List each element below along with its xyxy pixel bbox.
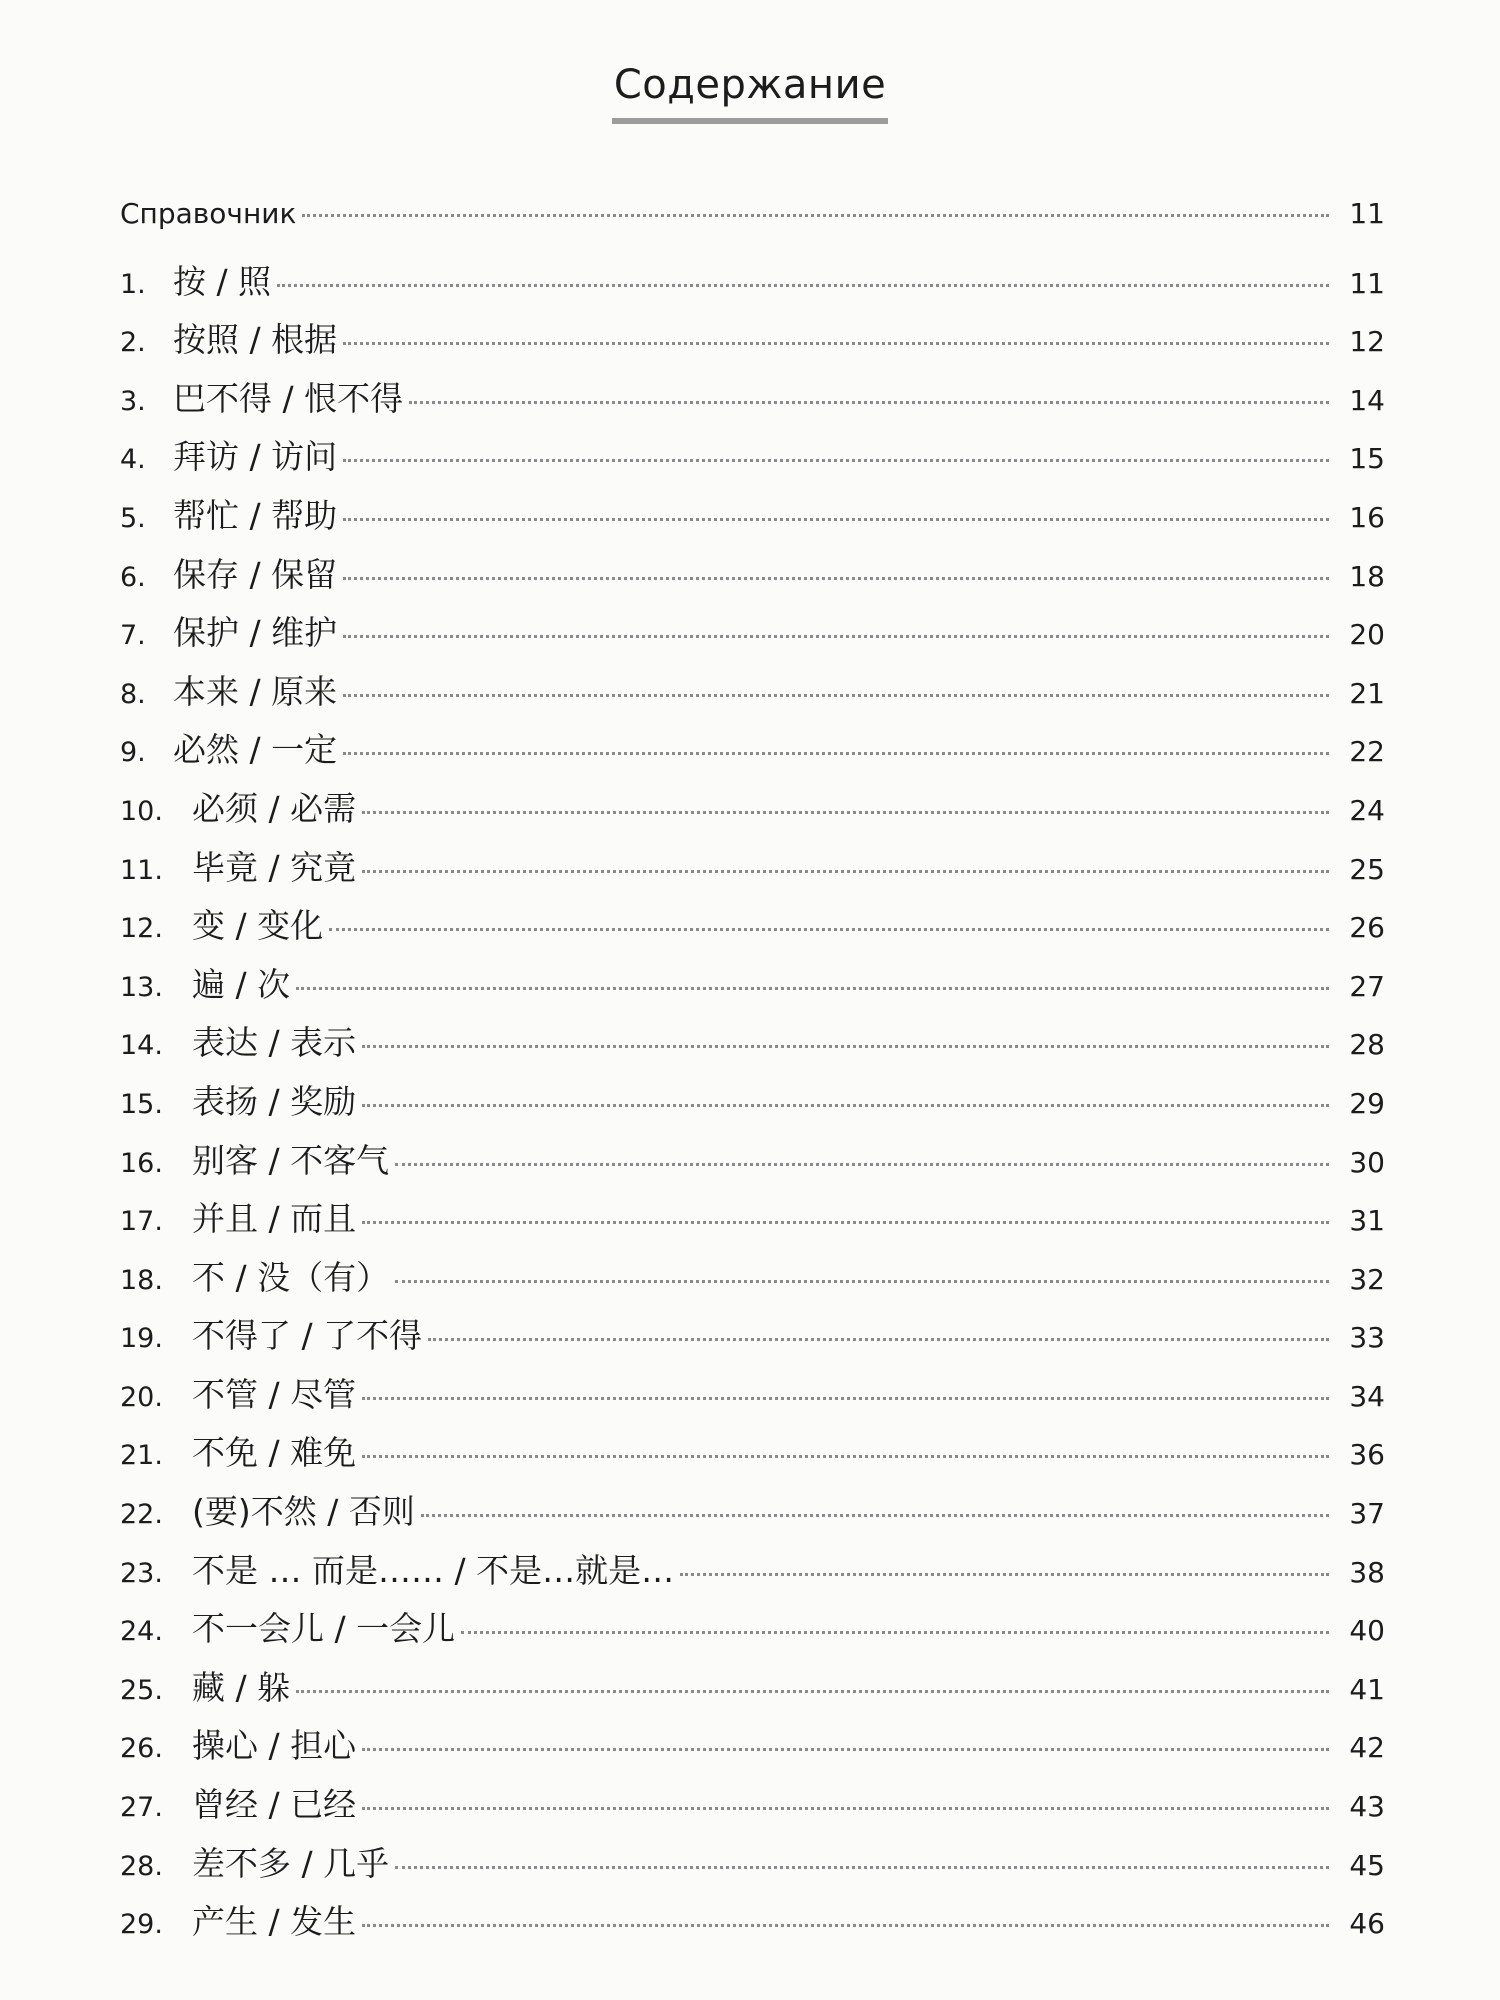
- toc-entry-label: 毕竟 / 究竟: [192, 847, 357, 887]
- toc-entry-number: 3.: [120, 385, 146, 417]
- toc-entry-label: 不 / 没（有）: [192, 1257, 390, 1297]
- dot-leader: [461, 1631, 1329, 1634]
- page-title: Содержание: [612, 62, 888, 124]
- toc-entry: [120, 1076, 1385, 1135]
- toc-entry: [120, 373, 1385, 432]
- toc-entry: [120, 1427, 1385, 1486]
- toc-entry-number: 21.: [120, 1440, 163, 1472]
- toc-entry-page-number: 21: [1349, 676, 1385, 710]
- toc-entry-page-number: 41: [1349, 1672, 1385, 1706]
- toc-entry-page-number: 11: [1349, 197, 1385, 230]
- toc-entry: [120, 842, 1385, 901]
- toc-entry-page-number: 40: [1349, 1614, 1385, 1648]
- toc-entry-number: 15.: [120, 1088, 163, 1120]
- toc-entry: [120, 1486, 1385, 1545]
- toc-entry: [120, 1779, 1385, 1838]
- toc-entry-number: 20.: [120, 1381, 163, 1413]
- toc-entry: [120, 1720, 1385, 1779]
- toc-entry-number: 26.: [120, 1733, 163, 1765]
- dot-leader: [362, 1221, 1329, 1224]
- toc-entry-label: 表达 / 表示: [192, 1023, 357, 1063]
- toc-entry: [120, 490, 1385, 549]
- toc-entry: [120, 1545, 1385, 1604]
- toc-entry-page-number: 36: [1349, 1438, 1385, 1472]
- toc-entry-label: 必须 / 必需: [192, 788, 357, 828]
- dot-leader: [680, 1573, 1329, 1576]
- dot-leader: [362, 1924, 1329, 1927]
- toc-entry-number: 6.: [120, 561, 146, 593]
- toc-entry-number: 28.: [120, 1850, 163, 1882]
- dot-leader: [296, 987, 1329, 990]
- toc-entry: [120, 1603, 1385, 1662]
- toc-entry-page-number: 38: [1349, 1555, 1385, 1589]
- toc-entry-page-number: 30: [1349, 1145, 1385, 1179]
- toc-entry-number: 23.: [120, 1557, 163, 1589]
- table-of-contents: [120, 197, 1385, 1955]
- dot-leader: [395, 1866, 1329, 1869]
- toc-entry-page-number: 15: [1349, 442, 1385, 476]
- dot-leader: [428, 1338, 1329, 1341]
- dot-leader: [362, 1397, 1329, 1400]
- toc-entry: [120, 959, 1385, 1018]
- toc-entry-label: 产生 / 发生: [192, 1902, 357, 1942]
- dot-leader: [277, 284, 1329, 287]
- dot-leader: [362, 1104, 1329, 1107]
- dot-leader: [329, 928, 1329, 931]
- toc-entry: [120, 724, 1385, 783]
- dot-leader: [362, 1045, 1329, 1048]
- toc-entry-page-number: 43: [1349, 1790, 1385, 1824]
- toc-entry-label: 本来 / 原来: [173, 671, 338, 711]
- toc-entry-number: 2.: [120, 327, 146, 359]
- toc-entry-label: 巴不得 / 恨不得: [173, 378, 404, 418]
- dot-leader: [343, 694, 1329, 697]
- toc-entry-label: 按照 / 根据: [173, 320, 338, 360]
- toc-entry-number: 9.: [120, 737, 146, 769]
- toc-entry: [120, 900, 1385, 959]
- toc-entry-label: 遍 / 次: [192, 964, 291, 1004]
- toc-entry-page-number: 34: [1349, 1379, 1385, 1413]
- toc-entry-number: 12.: [120, 913, 163, 945]
- toc-entry-label: 不免 / 难免: [192, 1433, 357, 1473]
- toc-entry-number: 14.: [120, 1030, 163, 1062]
- toc-entry-page-number: 29: [1349, 1086, 1385, 1120]
- dot-leader: [362, 1455, 1329, 1458]
- toc-entry: [120, 666, 1385, 725]
- toc-entry-page-number: 24: [1349, 793, 1385, 827]
- toc-entry-number: 24.: [120, 1616, 163, 1648]
- toc-entry-label: 变 / 变化: [192, 906, 324, 946]
- toc-entry-page-number: 12: [1349, 325, 1385, 359]
- dot-leader: [343, 459, 1329, 462]
- toc-entry: [120, 549, 1385, 608]
- dot-leader: [409, 401, 1329, 404]
- toc-entry-number: 13.: [120, 971, 163, 1003]
- dot-leader: [343, 577, 1329, 580]
- toc-entry-label: 不一会儿 / 一会儿: [192, 1609, 456, 1649]
- toc-entry: [120, 314, 1385, 373]
- toc-entry-page-number: 31: [1349, 1204, 1385, 1238]
- toc-entry-page-number: 33: [1349, 1321, 1385, 1355]
- dot-leader: [362, 811, 1329, 814]
- dot-leader: [362, 1748, 1329, 1751]
- dot-leader: [343, 342, 1329, 345]
- dot-leader: [343, 635, 1329, 638]
- toc-entry-number: 19.: [120, 1323, 163, 1355]
- toc-entry-page-number: 20: [1349, 618, 1385, 652]
- toc-entry-label: 保护 / 维护: [173, 613, 338, 653]
- toc-entry-page-number: 25: [1349, 852, 1385, 886]
- toc-entry: [120, 197, 1385, 256]
- toc-entry: [120, 1310, 1385, 1369]
- toc-entry-page-number: 22: [1349, 735, 1385, 769]
- toc-entry-number: 7.: [120, 620, 146, 652]
- toc-entry-number: 27.: [120, 1792, 163, 1824]
- toc-entry-page-number: 42: [1349, 1731, 1385, 1765]
- toc-entry-label: (要)不然 / 否则: [192, 1492, 415, 1532]
- dot-leader: [302, 214, 1329, 217]
- toc-entry: [120, 607, 1385, 666]
- toc-entry-label: 藏 / 躲: [192, 1667, 291, 1707]
- toc-entry-page-number: 28: [1349, 1028, 1385, 1062]
- toc-entry-label: 差不多 / 几乎: [192, 1843, 390, 1883]
- toc-entry-page-number: 32: [1349, 1262, 1385, 1296]
- dot-leader: [343, 518, 1329, 521]
- toc-entry-label: 按 / 照: [173, 261, 272, 301]
- toc-entry-page-number: 11: [1349, 266, 1385, 300]
- toc-entry-number: 16.: [120, 1147, 163, 1179]
- toc-entry-label: 保存 / 保留: [173, 554, 338, 594]
- toc-entry-label: 并且 / 而且: [192, 1199, 357, 1239]
- dot-leader: [296, 1690, 1329, 1693]
- toc-entry-label: 曾经 / 已经: [192, 1785, 357, 1825]
- toc-entry-page-number: 16: [1349, 500, 1385, 534]
- toc-entry-page-number: 46: [1349, 1907, 1385, 1941]
- toc-entry-label: 别客 / 不客气: [192, 1140, 390, 1180]
- dot-leader: [362, 870, 1329, 873]
- toc-entry-number: 29.: [120, 1909, 163, 1941]
- toc-entry-label: 操心 / 担心: [192, 1726, 357, 1766]
- toc-entry-number: 10.: [120, 795, 163, 827]
- toc-entry: [120, 1369, 1385, 1428]
- toc-entry-label: 不是 … 而是…… / 不是…就是…: [192, 1550, 675, 1590]
- toc-entry-number: 1.: [120, 268, 146, 300]
- toc-entry-label: Справочник: [120, 197, 297, 230]
- toc-entry-number: 17.: [120, 1206, 163, 1238]
- toc-entry-page-number: 37: [1349, 1497, 1385, 1531]
- toc-entry-number: 8.: [120, 678, 146, 710]
- toc-entry: [120, 1193, 1385, 1252]
- dot-leader: [395, 1280, 1329, 1283]
- toc-entry-label: 拜访 / 访问: [173, 437, 338, 477]
- toc-entry-number: 11.: [120, 854, 163, 886]
- toc-entry: [120, 1662, 1385, 1721]
- toc-entry-label: 不管 / 尽管: [192, 1374, 357, 1414]
- dot-leader: [395, 1163, 1329, 1166]
- toc-entry-label: 帮忙 / 帮助: [173, 495, 338, 535]
- toc-entry-number: 5.: [120, 502, 146, 534]
- toc-entry-page-number: 14: [1349, 383, 1385, 417]
- toc-entry: [120, 256, 1385, 315]
- toc-entry-page-number: 27: [1349, 969, 1385, 1003]
- toc-entry: [120, 1838, 1385, 1897]
- toc-entry: [120, 1017, 1385, 1076]
- toc-entry-number: 25.: [120, 1674, 163, 1706]
- toc-entry-label: 表扬 / 奖励: [192, 1081, 357, 1121]
- title-area: [0, 62, 1500, 124]
- toc-entry-label: 必然 / 一定: [173, 730, 338, 770]
- toc-entry-label: 不得了 / 了不得: [192, 1316, 423, 1356]
- dot-leader: [421, 1514, 1329, 1517]
- toc-entry: [120, 431, 1385, 490]
- toc-entry-number: 4.: [120, 444, 146, 476]
- toc-entry: [120, 1135, 1385, 1194]
- toc-entry: [120, 783, 1385, 842]
- toc-entry-number: 22.: [120, 1499, 163, 1531]
- toc-entry-page-number: 26: [1349, 911, 1385, 945]
- toc-entry-page-number: 45: [1349, 1848, 1385, 1882]
- dot-leader: [343, 752, 1329, 755]
- toc-entry-page-number: 18: [1349, 559, 1385, 593]
- toc-entry: [120, 1896, 1385, 1955]
- toc-entry: [120, 1252, 1385, 1311]
- dot-leader: [362, 1807, 1329, 1810]
- toc-entry-number: 18.: [120, 1264, 163, 1296]
